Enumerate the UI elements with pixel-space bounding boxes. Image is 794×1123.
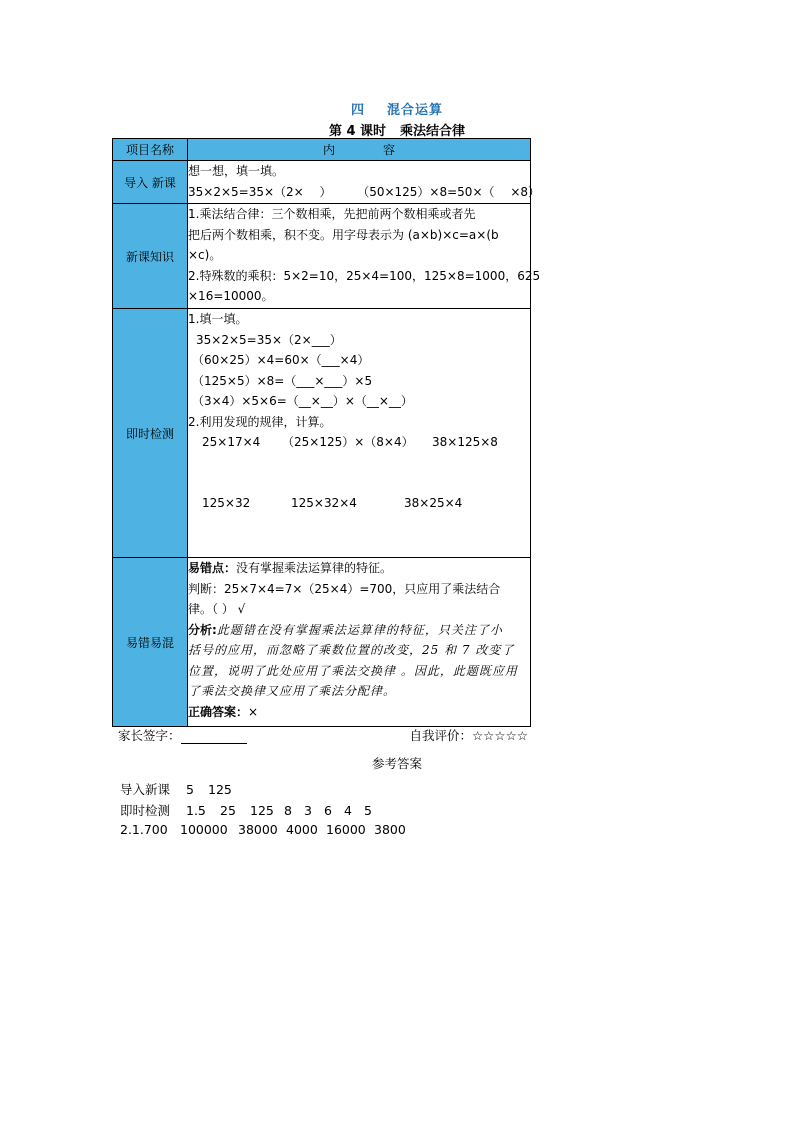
calc-row-1 [188,432,530,453]
answer-row-label: 导入新课 [120,782,171,797]
fill-blank-item: （125×5）×8=（___×___）×5 [192,373,373,388]
answer-value: 8 [284,803,292,818]
answer-value: 5 [364,803,372,818]
import-content [188,161,541,204]
header-content-cell [188,139,531,161]
import-line2a: 35×2×5=35×（2× ） [188,184,332,199]
answer-value: 2.1.700 [120,822,168,837]
answer-row-label: 即时检测 [120,803,171,818]
lesson-number: 第 4 课时 [328,124,387,139]
calc-item: 125×32×4 [291,495,357,510]
answer-value: 4 [344,803,352,818]
sign-label: 家长签字： [118,728,181,743]
table-row-check [113,309,531,558]
judge-text: 律。（ ） [188,602,234,616]
answer-value: 16000 [326,822,366,837]
new-knowledge-line: ×c)。 [188,248,222,262]
self-evaluation [409,726,528,744]
analysis-text: 了乘法交换律又应用了乘法分配律。 [188,684,397,698]
answers-title: 参考答案 [371,756,422,771]
new-knowledge-line: ×16=10000。 [188,289,274,303]
import-line2b: （50×125）×8=50×（ ×8） [357,184,541,199]
import-label: 导入 新课 [113,161,188,204]
judge-line-1: 判断：25×7×4=7×（25×4）=700，只应用了乘法结合 [188,581,501,596]
answer-value: 3 [304,803,312,818]
answer-value: 125 [208,782,232,797]
table-row-import [113,161,531,204]
calc-item: 25×17×4 [202,435,261,449]
answer-row-3 [120,822,406,837]
error-point [188,558,530,579]
answer-value: 6 [324,803,332,818]
check-label: 即时检测 [113,309,188,558]
answer-value: 1.5 [186,803,206,818]
calc-item: 125×32 [202,495,251,510]
table-header-row [113,139,531,161]
signature-line[interactable] [181,731,247,744]
fill-blank-item: 35×2×5=35×（2×___） [196,332,342,347]
calc-item: 38×125×8 [432,435,498,449]
header-content-text: 内 容 [322,143,413,157]
answer-value: 3800 [374,822,406,837]
correct-answer-label: 正确答案： [188,704,249,719]
analysis-label: 分析: [188,622,217,637]
judge-mark: √ [237,602,246,616]
analysis-text: 位置，说明了此处应用了乘法交换律 。因此，此题既应用 [188,663,518,678]
table-row-new-knowledge [113,204,531,309]
new-knowledge-line: 把后两个数相乘，积不变。用字母表示为 (a×b)×c=a×(b [188,227,499,242]
answer-value: 4000 [286,822,318,837]
parent-signature [118,726,247,744]
error-point-text: 没有掌握乘法运算律的特征。 [236,561,393,575]
answer-row-1 [120,780,232,798]
analysis-text: 括号的应用，而忽略了乘数位置的改变，25 和 7 改变了 [188,643,515,657]
chapter-title [0,99,794,118]
lesson-name: 乘法结合律 [400,124,466,139]
import-line2 [188,182,541,203]
self-eval-label: 自我评价： [409,728,472,743]
error-content [188,558,531,727]
calc-item: （25×125）×（8×4） [282,435,414,449]
new-knowledge-content [188,204,541,309]
header-label-cell: 项目名称 [113,139,188,161]
rating-stars[interactable]: ☆☆☆☆☆ [471,728,528,743]
error-point-label: 易错点： [188,561,237,575]
answer-value: 100000 [180,822,228,837]
fill-blank-item: （60×25）×4=60×（___×4） [192,353,370,367]
correct-answer [188,702,530,723]
new-knowledge-line: 2.特殊数的乘积：5×2=10，25×4=100，125×8=1000，625 [188,268,541,283]
fill-blank-item: （3×4）×5×6=（__×__）×（__×__） [192,394,413,408]
answer-value: 38000 [238,822,278,837]
lesson-title [0,120,794,139]
analysis-line [188,620,530,641]
import-line1: 想一想，填一填。 [188,164,285,178]
correct-answer-value: × [248,704,259,719]
error-label: 易错易混 [113,558,188,727]
new-knowledge-line: 1.乘法结合律：三个数相乘，先把前两个数相乘或者先 [188,207,476,221]
chapter-number: 四 [350,103,365,118]
answer-value: 5 [186,782,194,797]
chapter-name: 混合运算 [387,103,444,118]
judge-line-2 [188,599,530,620]
calc-item: 38×25×4 [404,495,463,510]
calc-row-2 [188,493,530,514]
analysis-text: 此题错在没有掌握乘法运算律的特征，只关注了小 [216,622,503,637]
table-row-error [113,558,531,727]
check-title-1: 1.填一填。 [188,312,248,326]
check-content [188,309,531,558]
new-knowledge-label: 新课知识 [113,204,188,309]
answer-row-2 [120,801,372,819]
check-title-2: 2.利用发现的规律，计算。 [188,414,332,429]
lesson-table [112,138,541,727]
answer-value: 125 [250,803,274,818]
answer-value: 25 [220,803,236,818]
